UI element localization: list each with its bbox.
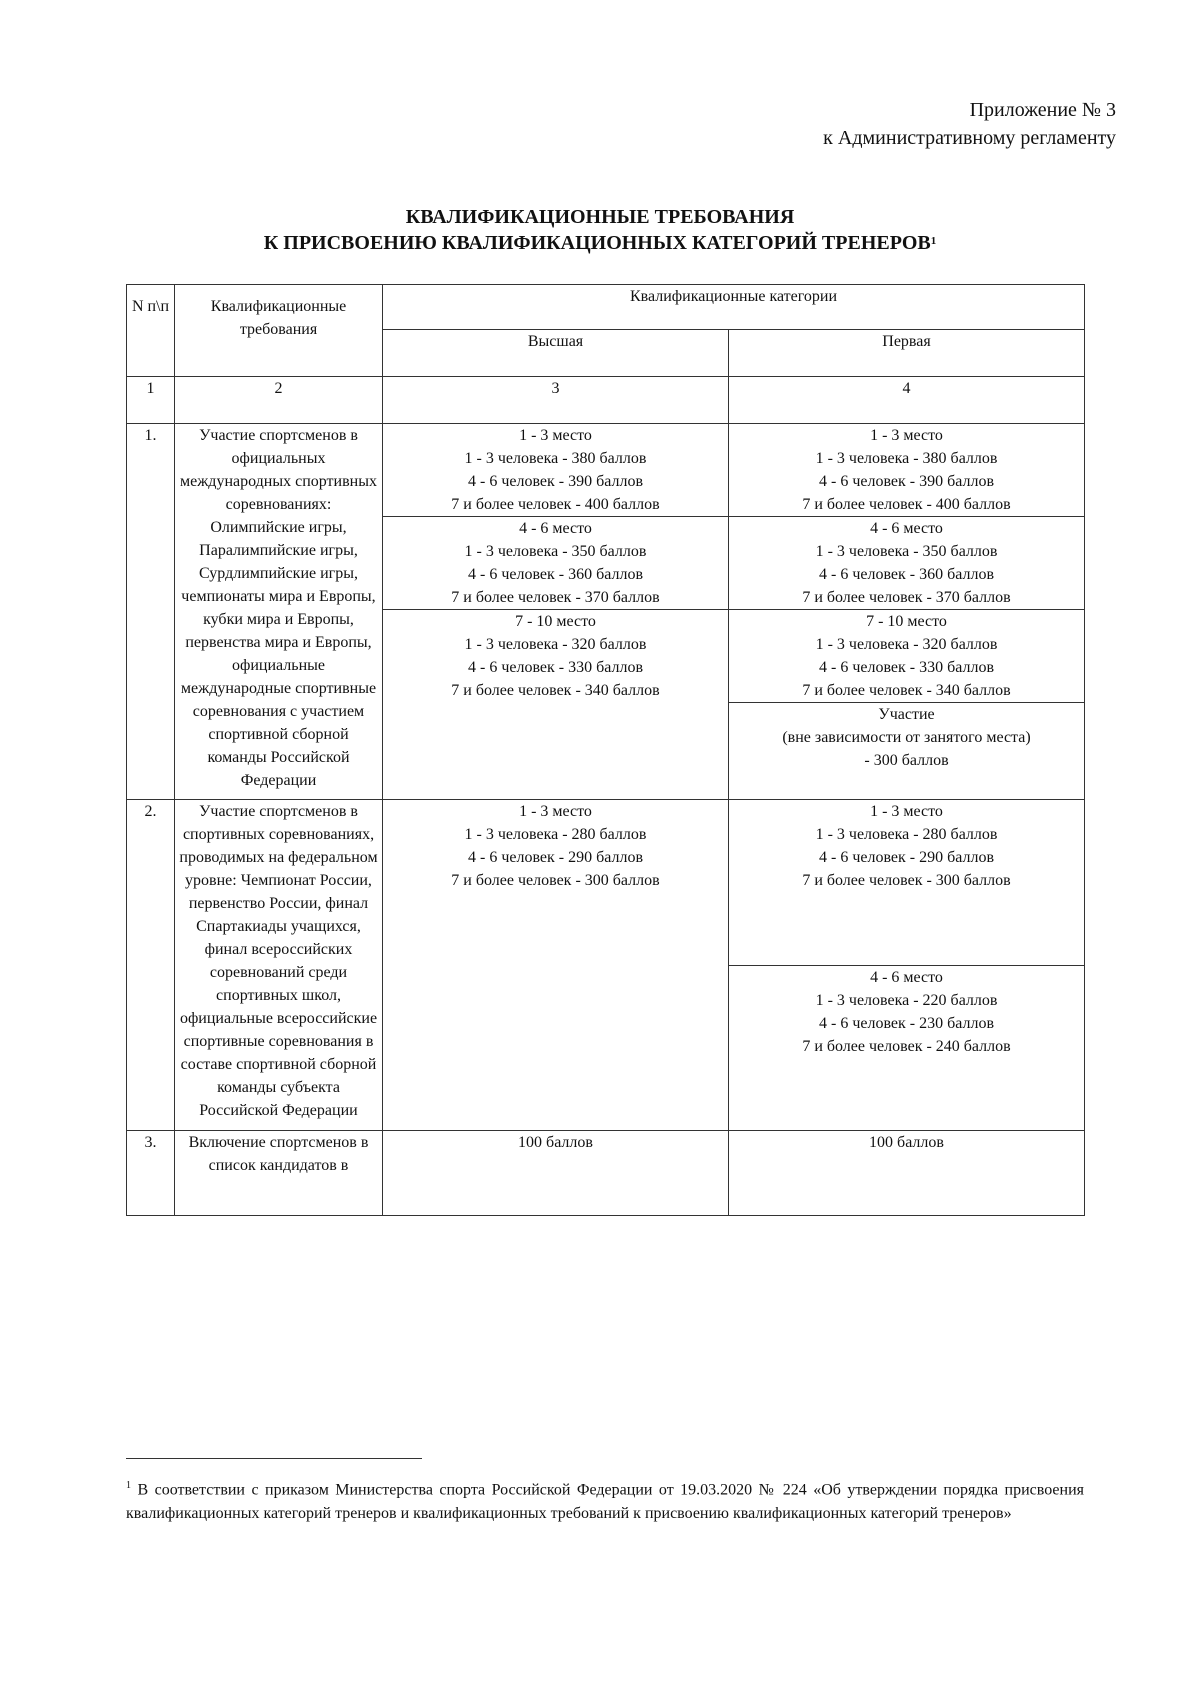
footnote-separator bbox=[126, 1458, 422, 1459]
footnote bbox=[126, 1474, 1084, 1526]
column-number: 4 bbox=[729, 377, 1085, 424]
header-first: Первая bbox=[729, 330, 1085, 377]
appendix-reference: к Административному регламенту bbox=[823, 127, 1116, 149]
row-number: 2. bbox=[127, 800, 175, 1131]
header-categories: Квалификационные категории bbox=[383, 285, 1085, 330]
row-number: 3. bbox=[127, 1131, 175, 1216]
column-number: 3 bbox=[383, 377, 729, 424]
title-line-1: КВАЛИФИКАЦИОННЫЕ ТРЕБОВАНИЯ bbox=[405, 206, 795, 228]
score-cell: 100 баллов bbox=[729, 1131, 1085, 1216]
appendix-header bbox=[823, 96, 1116, 152]
footnote-mark: 1 bbox=[126, 1480, 131, 1491]
score-block: 7 - 10 место 1 - 3 человека - 320 баллов 4 - 6 человек - 330 баллов 7 и более человек - 340 баллов bbox=[383, 610, 729, 800]
score-block: 1 - 3 место 1 - 3 человека - 380 баллов 4 - 6 человек - 390 баллов 7 и более человек - 400 баллов bbox=[729, 424, 1085, 517]
table-row bbox=[127, 1131, 1085, 1216]
document-title bbox=[0, 204, 1200, 256]
appendix-number: Приложение № 3 bbox=[969, 99, 1116, 121]
header-num: N п\п bbox=[127, 285, 175, 377]
requirement-cell: Участие спортсменов в спортивных соревнованиях, проводимых на федеральном уровне: Чемпионат России, первенство России, финал Спартакиады учащихся, финал всероссийских соревнований среди спортивных школ, официальные всероссийские спортивные соревнования в составе спортивной сборной команды субъекта Российской Федерации bbox=[175, 800, 383, 1131]
score-block: 4 - 6 место 1 - 3 человека - 220 баллов 4 - 6 человек - 230 баллов 7 и более человек - 240 баллов bbox=[729, 965, 1085, 1131]
table-row bbox=[127, 424, 1085, 517]
column-number: 1 bbox=[127, 377, 175, 424]
table-row bbox=[127, 800, 1085, 966]
score-block: 1 - 3 место 1 - 3 человека - 280 баллов 4 - 6 человек - 290 баллов 7 и более человек - 300 баллов bbox=[383, 800, 729, 1131]
title-line-2: К ПРИСВОЕНИЮ КВАЛИФИКАЦИОННЫХ КАТЕГОРИЙ ТРЕНЕРОВ$^1$ bbox=[263, 232, 937, 254]
score-block: 7 - 10 место 1 - 3 человека - 320 баллов 4 - 6 человек - 330 баллов 7 и более человек - 340 баллов bbox=[729, 610, 1085, 703]
score-block: 4 - 6 место 1 - 3 человека - 350 баллов 4 - 6 человек - 360 баллов 7 и более человек - 370 баллов bbox=[729, 517, 1085, 610]
header-highest: Высшая bbox=[383, 330, 729, 377]
score-block: 1 - 3 место 1 - 3 человека - 380 баллов 4 - 6 человек - 390 баллов 7 и более человек - 400 баллов bbox=[383, 424, 729, 517]
table-header-row bbox=[127, 285, 1085, 330]
score-block: 1 - 3 место 1 - 3 человека - 280 баллов 4 - 6 человек - 290 баллов 7 и более человек - 300 баллов bbox=[729, 800, 1085, 966]
column-number: 2 bbox=[175, 377, 383, 424]
score-block: Участие (вне зависимости от занятого места) - 300 баллов bbox=[729, 703, 1085, 800]
requirement-cell: Включение спортсменов в список кандидатов в bbox=[175, 1131, 383, 1216]
header-requirements: Квалификационные требования bbox=[175, 285, 383, 377]
requirement-cell: Участие спортсменов в официальных международных спортивных соревнованиях: Олимпийские игры, Паралимпийские игры, Сурдлимпийские игры, чемпионаты мира и Европы, кубки мира и Европы, первенства мира и Европы, официальные международные спортивные соревнования с участием спортивной сборной команды Российской Федерации bbox=[175, 424, 383, 800]
score-block: 4 - 6 место 1 - 3 человека - 350 баллов 4 - 6 человек - 360 баллов 7 и более человек - 370 баллов bbox=[383, 517, 729, 610]
column-numbers-row bbox=[127, 377, 1085, 424]
title-footnote-mark: 1 bbox=[930, 235, 937, 247]
footnote-text: В соответствии с приказом Министерства спорта Российской Федерации от 19.03.2020 № 224 «Об утверждении порядка присвоения квалификационных категорий тренеров и квалификационных требований к присвоению квалификационных категорий тренеров» bbox=[126, 1481, 1084, 1523]
row-number: 1. bbox=[127, 424, 175, 800]
requirements-table bbox=[126, 284, 1085, 1216]
score-cell: 100 баллов bbox=[383, 1131, 729, 1216]
